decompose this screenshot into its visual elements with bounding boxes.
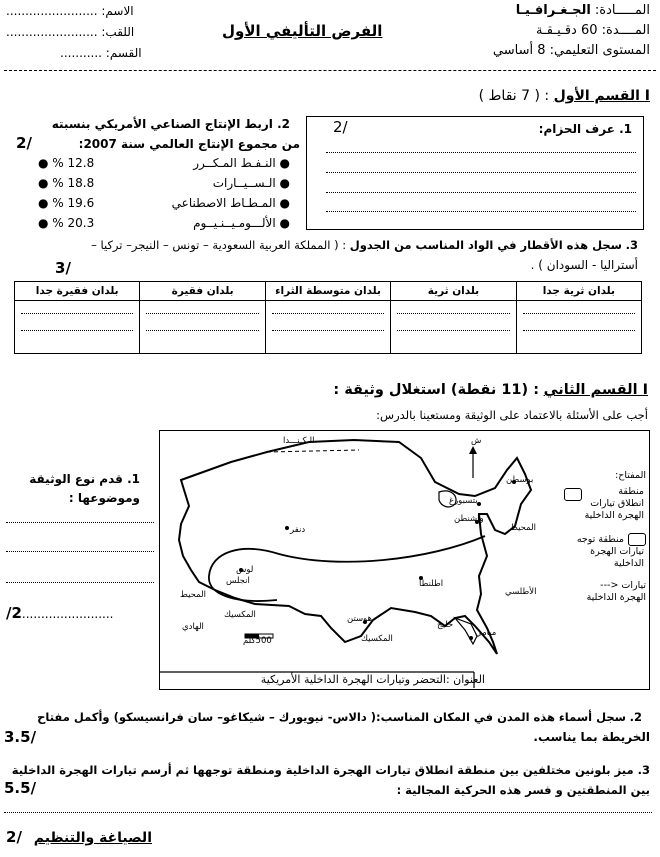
p2-q2-rest: ( دالاس- نيويورك – شيكاغو– سان فرانسيسكو) وأكمل مفتاح: [37, 710, 377, 724]
match-value[interactable]: 12.8 % ●: [38, 156, 95, 170]
map-caption: العنوان :التحضر وتيارات الهجرة الداخلية الأمريكية: [260, 673, 485, 686]
part2-title: I القسم الثاني: [543, 382, 648, 398]
p1-q3-line2: أستراليا - السودان ) .: [530, 258, 638, 272]
map-label-mexico2: المكسيك: [361, 634, 393, 644]
name-line: [6, 4, 134, 18]
table-header: بلدان ثرية: [391, 282, 516, 301]
p2-q1-score-value: /2: [6, 604, 22, 622]
p1-q1-num: 1.: [619, 122, 632, 136]
exam-title: الفرض التأليفي الأول: [222, 22, 383, 40]
p1-q3-line1: [91, 238, 638, 252]
p2-q1-answer-line[interactable]: [6, 582, 154, 583]
header-separator: [4, 70, 656, 71]
north-arrow-label: ش: [471, 436, 482, 446]
part1-heading: [479, 88, 650, 104]
legend-item-destination: [560, 534, 646, 570]
p2-q3-num: 3.: [637, 763, 650, 777]
legend-item-arrow: [560, 580, 646, 604]
part2-heading: [333, 382, 648, 398]
footer-title: الصياغة والتنظيم: [33, 830, 152, 846]
p1-q3-score: /3: [55, 259, 71, 277]
duration-value: 60 دقـيـقـة: [535, 23, 598, 38]
part1-points: : ( 7 نقاط ): [478, 88, 550, 104]
p2-q3-line1: [12, 763, 650, 777]
subject-line: [516, 3, 650, 18]
table-header: بلدان متوسطة الثراء: [265, 282, 390, 301]
map-label-atlanta: اطلنطا: [419, 579, 444, 589]
surname-dots: ........................: [6, 25, 98, 39]
map-label-miami: ميامي: [475, 628, 497, 638]
p2-q3-text1: ميز بلونين مختلفين بين منطقة انطلاق تيارات الهجرة الداخلية ومنطقة توجهها ثم أرسم تيارات الهجرة الداخلية: [11, 763, 634, 777]
countries-table: [14, 281, 642, 354]
legend-text: الهجرة الداخلية: [586, 592, 646, 603]
p2-q1-answer-line[interactable]: [6, 522, 154, 523]
table-header: بلدان فقيرة جدا: [15, 282, 140, 301]
level-value: 8 أساسي: [492, 43, 546, 58]
match-value-label: 19.6 %: [52, 196, 95, 210]
map-label-atlantic-ocean: المحيط: [510, 523, 536, 533]
p1-q2-text2: من مجموع الإنتاج العالمي سنة 2007:: [78, 137, 300, 151]
p2-q1-text2: وموضوعها :: [68, 491, 140, 505]
legend-text: منطقة توجه: [576, 534, 624, 545]
class-label: القسم:: [105, 46, 142, 60]
match-item[interactable]: ● الـســيــارات: [212, 176, 290, 190]
legend-arrow-text: ---> تيارات: [600, 580, 646, 591]
surname-line: [6, 25, 134, 39]
q1-answer-line[interactable]: [326, 211, 636, 212]
duration-line: [536, 23, 650, 38]
legend-text: انطلاق تيارات: [590, 498, 644, 509]
level-line: [493, 43, 650, 58]
table-header: بلدان فقيرة: [140, 282, 265, 301]
map-label-pacific: المحيط: [180, 590, 206, 600]
match-item-label: النـفـط المـكــرر: [193, 156, 276, 170]
legend-item-origin: [560, 486, 646, 522]
match-item-label: الـســيــارات: [212, 176, 276, 190]
map-label-angeles: انجلس: [226, 576, 250, 586]
subject-value: الجـغـرافـيـا: [515, 3, 591, 18]
table-cell[interactable]: [15, 301, 140, 354]
class-line: [60, 46, 142, 60]
p1-q2-text1: اربط الإنتاج الصناعي الأمريكي بنسبته: [51, 117, 273, 131]
map-legend: [560, 470, 646, 604]
p2-q1-score: [6, 604, 113, 622]
footer-score: /2: [6, 828, 22, 846]
p2-q1-line1: [29, 472, 140, 486]
match-value[interactable]: 20.3 % ●: [38, 216, 95, 230]
p1-q2-score: /2: [16, 134, 32, 152]
p2-q1-score-dots: ........................: [21, 607, 114, 621]
match-value-label: 18.8 %: [52, 176, 95, 190]
legend-text: منطقة: [618, 486, 644, 497]
map-label-pittsburgh: بتسبورغ: [449, 496, 478, 506]
q1-answer-line[interactable]: [326, 152, 636, 153]
p2-q3-score: /5.5: [4, 779, 37, 797]
match-value[interactable]: 19.6 % ●: [38, 196, 95, 210]
name-dots: ........................: [6, 4, 98, 18]
map-label-los: لوس: [236, 565, 254, 575]
match-item[interactable]: ● المـطـاط الاصطناعي: [171, 196, 290, 210]
p1-q2-num: 2.: [277, 117, 290, 131]
table-cell[interactable]: [516, 301, 641, 354]
table-cell[interactable]: [391, 301, 516, 354]
name-label: الاسم:: [101, 4, 134, 18]
map-label-atlantic: الأطلسي: [505, 587, 537, 597]
legend-swatch-origin[interactable]: [564, 488, 582, 501]
duration-label: المــــدة:: [601, 23, 650, 38]
p2-q3-answer-line[interactable]: [4, 812, 652, 813]
p2-q1-text1: قدم نوع الوثيقة: [29, 472, 123, 486]
p2-q2-num: 2.: [629, 710, 642, 724]
p1-q3-bold: سجل هذه الأقطار في الواد المناسب من الجدول: [349, 238, 622, 252]
p2-q3-line2: بين المنطقتين و فسر هذه الحركية المجالية :: [396, 783, 650, 797]
table-cell[interactable]: [265, 301, 390, 354]
match-item-label: المـطـاط الاصطناعي: [171, 196, 276, 210]
legend-title: المفتاح:: [615, 470, 646, 481]
part2-points: : (11 نقطة) استغلال وثيقة :: [333, 382, 540, 398]
map-label-mexico1: المكسيك: [224, 610, 256, 620]
level-label: المستوى التعليمي:: [549, 43, 650, 58]
class-dots: ...........: [60, 46, 102, 60]
q1-answer-line[interactable]: [326, 192, 636, 193]
map-label-washington: واشنطن: [454, 514, 484, 524]
map-label-pacific2: الهادي: [182, 622, 204, 632]
p1-q1-text: عرف الحزام:: [538, 122, 615, 136]
match-item-label: الألـــومـيــنـيــوم: [193, 216, 276, 230]
map-label-denver: دنفر: [290, 525, 306, 535]
legend-text: الهجرة الداخلية: [584, 510, 644, 521]
legend-text: الداخلية: [613, 558, 644, 569]
map-label-houston: هوستن: [347, 614, 373, 624]
part2-instruction: أجب على الأسئلة بالاعتماد على الوثيقة ومستعينا بالدرس:: [376, 408, 648, 422]
surname-label: اللقب:: [101, 25, 135, 39]
legend-text: تيارات الهجرة: [590, 546, 644, 557]
legend-swatch-destination[interactable]: [628, 533, 646, 546]
p2-q2-line2: الخريطة بما يناسب.: [533, 730, 650, 744]
p2-q2-line1: [37, 710, 642, 724]
p2-q1-num: 1.: [127, 472, 140, 486]
p1-q2-line1: [52, 117, 290, 131]
match-item[interactable]: ● النـفـط المـكــرر: [193, 156, 290, 170]
map-scale-label: 500كلم: [243, 636, 272, 646]
p1-q1-score: /2: [333, 118, 348, 136]
map-label-boston: بوسطن: [506, 475, 534, 485]
p1-q3-num: 3.: [625, 238, 638, 252]
match-value-label: 12.8 %: [52, 156, 95, 170]
p1-q1: [539, 122, 632, 136]
map-label-canada: الـكـنـــدا: [283, 436, 315, 446]
match-value-label: 20.3 %: [52, 216, 95, 230]
p2-q1-answer-line[interactable]: [6, 551, 154, 552]
p2-q2-score: /3.5: [4, 728, 37, 746]
match-value[interactable]: 18.8 % ●: [38, 176, 95, 190]
table-header: بلدان ثرية جدا: [516, 282, 641, 301]
match-item[interactable]: ● الألـــومـيــنـيــوم: [193, 216, 290, 230]
map-label-gulf: خليج: [437, 620, 454, 630]
q1-answer-line[interactable]: [326, 172, 636, 173]
table-cell[interactable]: [140, 301, 265, 354]
p2-q2-bold: سجل أسماء هذه المدن في المكان المناسب:: [376, 710, 626, 724]
part1-title: I القسم الأول: [553, 88, 650, 104]
subject-label: المـــــادة:: [594, 3, 650, 18]
p1-q3-rest: : ( المملكة العربية السعودية – تونس – النيجر– تركيا –: [91, 238, 347, 252]
